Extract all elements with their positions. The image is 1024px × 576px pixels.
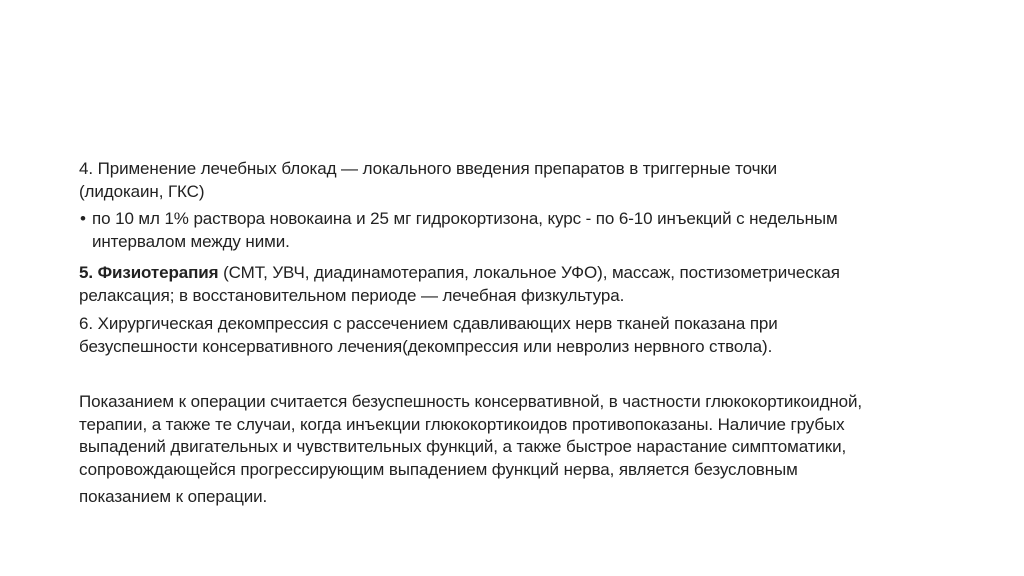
bullet-icon: • [80, 209, 86, 228]
paragraph-blockade [79, 158, 969, 203]
paragraph-indications [79, 391, 969, 481]
text-line: терапии, а также те случаи, когда инъекции глюкокортикоидов противопоказаны. Наличие грубых [79, 414, 845, 434]
text-line: 4. Применение лечебных блокад — локального введения препаратов в триггерные точки [79, 159, 778, 178]
text-span: (СМТ, УВЧ, диадинамотерапия, локальное УФО), массаж, постизометрическая [218, 263, 840, 282]
text-line [79, 262, 969, 285]
text-line: по 10 мл 1% раствора новокаина и 25 мг гидрокортизона, курс - по 6-10 инъекций с недельным [92, 209, 838, 228]
text-line: (лидокаин, ГКС) [79, 181, 205, 201]
bold-heading: 5. Физиотерапия [79, 263, 219, 282]
text-line: релаксация; в восстановительном периоде — лечебная физкультура. [79, 285, 625, 305]
paragraph-physiotherapy [79, 262, 969, 307]
text-line: интервалом между ними. [92, 231, 290, 251]
paragraph-surgery [79, 313, 969, 358]
bullet-text [92, 208, 970, 253]
text-line: показанием к операции. [79, 487, 268, 506]
text-line: 6. Хирургическая декомпрессия с рассечением сдавливающих нерв тканей показана при [79, 314, 778, 333]
text-line: безуспешности консервативного лечения(декомпрессия или невролиз нервного ствола). [79, 336, 773, 356]
text-line: выпадений двигательных и чувствительных функций, а также быстрое нарастание симптоматики, [79, 437, 847, 456]
text-line: сопровождающейся прогрессирующим выпадением функций нерва, является безусловным [79, 459, 798, 479]
paragraph-indications-end [79, 486, 969, 509]
text-line: Показанием к операции считается безуспешность консервативной, в частности глюкокортикоидной, [79, 392, 863, 411]
bullet-item-dosage [80, 208, 970, 253]
